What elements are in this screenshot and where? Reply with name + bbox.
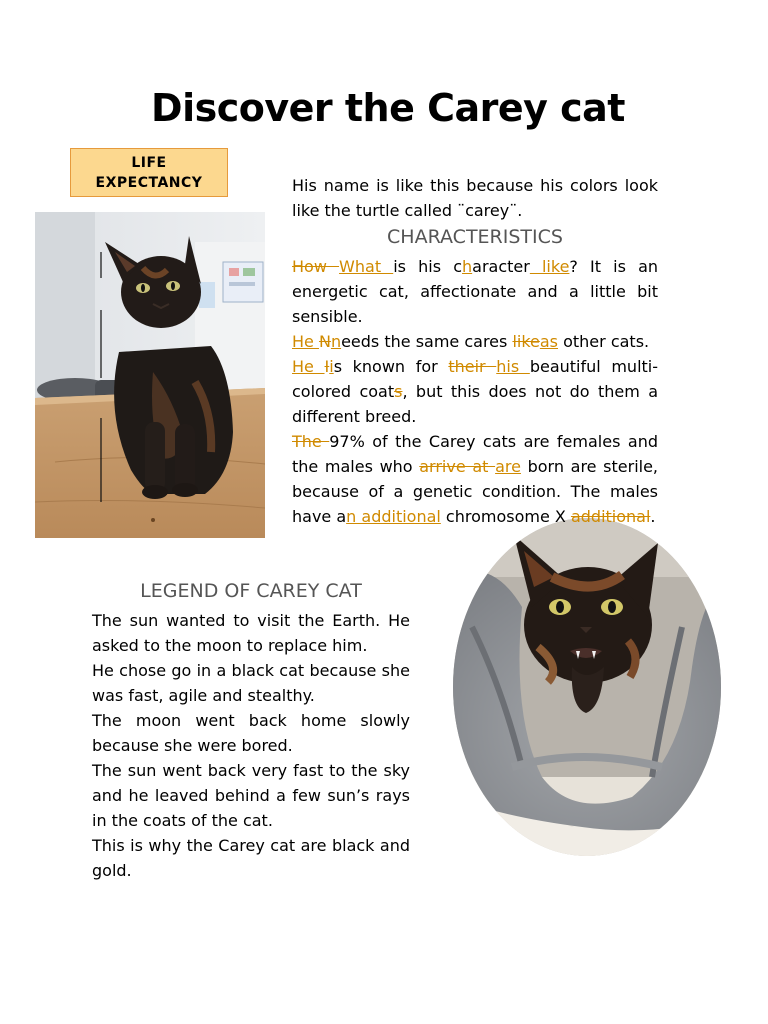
body-text: born are sterile, because of a genetic condition. The males have a <box>292 457 659 526</box>
characteristics-heading: CHARACTERISTICS <box>387 226 563 248</box>
deleted-text: arrive at <box>419 457 496 476</box>
inserted-text: He <box>292 357 325 376</box>
characteristics-p3 <box>292 354 658 429</box>
legend-paragraph: The sun went back very fast to the sky and he leaved behind a few sun’s rays in the coats of the cat. <box>92 761 410 830</box>
deleted-text: I <box>324 357 330 376</box>
inserted-text: are <box>495 457 521 476</box>
body-text: s known for <box>333 357 449 376</box>
inserted-text: He <box>292 332 319 351</box>
legend-paragraph: This is why the Carey cat are black and gold. <box>92 836 410 880</box>
body-text: 97% of the Carey cats are females and the males who <box>292 432 658 476</box>
characteristics-body <box>292 254 658 529</box>
inserted-text: n <box>330 332 342 351</box>
inserted-text: h <box>462 257 473 276</box>
inserted-text: his <box>496 357 530 376</box>
body-text: eeds the same cares <box>341 332 513 351</box>
characteristics-p2 <box>292 329 658 354</box>
deleted-text: N <box>318 332 331 351</box>
legend-body <box>92 608 410 883</box>
inserted-text: as <box>539 332 559 351</box>
inserted-text: n additional <box>346 507 441 526</box>
inserted-text: like <box>529 257 570 276</box>
legend-paragraph: He chose go in a black cat because she was fast, agile and stealthy. <box>92 661 410 705</box>
body-text: . <box>650 507 656 526</box>
body-text: beautiful multi-colored coat <box>292 357 659 401</box>
legend-paragraph: The sun wanted to visit the Earth. He asked to the moon to replace him. <box>92 611 410 655</box>
deleted-text: How <box>292 257 340 276</box>
deleted-text: s <box>394 382 403 401</box>
inserted-text: i <box>329 357 334 376</box>
deleted-text: their <box>448 357 497 376</box>
body-text: aracter <box>472 257 530 276</box>
legend-heading: LEGEND OF CAREY CAT <box>140 580 362 602</box>
body-text: , but this does not do them a different breed. <box>292 382 659 426</box>
inserted-text: What <box>339 257 394 276</box>
body-text: other cats. <box>558 332 650 351</box>
characteristics-p4 <box>292 429 658 529</box>
cat-on-table-photo <box>35 212 265 538</box>
life-box-line2: EXPECTANCY <box>95 174 203 191</box>
characteristics-p1 <box>292 254 658 329</box>
cat-in-blanket-photo <box>452 517 722 857</box>
body-text: chromosome X <box>440 507 571 526</box>
intro-paragraph: His name is like this because his colors look like the turtle called ¨carey¨. <box>292 176 658 220</box>
page-title: Discover the Carey cat <box>151 86 625 130</box>
deleted-text: additional <box>570 507 651 526</box>
legend-paragraph: The moon went back home slowly because she were bored. <box>92 711 410 755</box>
body-text: is his c <box>393 257 463 276</box>
deleted-text: like <box>512 332 540 351</box>
body-text: ? It is an energetic cat, affectionate and a little bit sensible. <box>292 257 659 326</box>
life-box-line1: LIFE <box>131 154 167 171</box>
life-expectancy-box <box>70 148 228 197</box>
deleted-text: The <box>292 432 330 451</box>
